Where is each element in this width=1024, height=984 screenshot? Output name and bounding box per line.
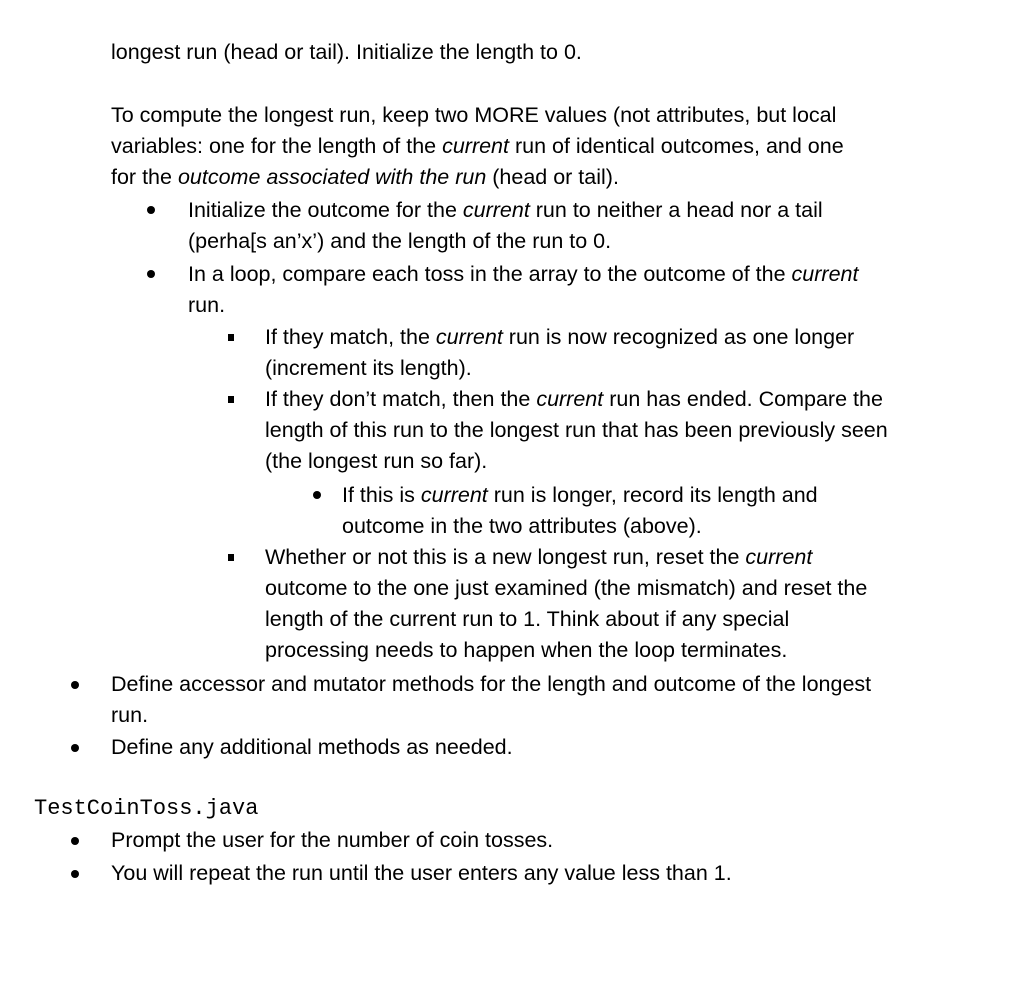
emphasis-text: current [442, 134, 509, 158]
sub-bullet-line-1 [265, 322, 854, 353]
text-run: run is now recognized as one longer [502, 325, 855, 349]
text-run: run is longer, record its length and [487, 483, 818, 507]
sub-bullet-line-2: outcome to the one just examined (the mismatch) and reset the [265, 576, 868, 600]
emphasis-text: current [791, 262, 859, 286]
paragraph-line-1: To compute the longest run, keep two MORE values (not attributes, but local [111, 103, 837, 127]
sub-bullet-line-3: length of the current run to 1. Think about if any special [265, 607, 790, 631]
emphasis-text: current [420, 483, 488, 507]
emphasis-text: current [745, 545, 813, 569]
text-run: for the [111, 165, 178, 189]
emphasis-text: current [536, 387, 604, 411]
text-run: If they match, the [265, 325, 436, 349]
bullet-item-line-2: (perha[s an’x’) and the length of the run to 0. [188, 229, 612, 253]
text-run: Whether or not this is a new longest run, reset the [265, 545, 746, 569]
bullet-dot-icon [71, 837, 79, 845]
bullet-item-line-2: run. [188, 293, 226, 317]
text-run: Initialize the outcome for the [188, 198, 463, 222]
sub-bullet-line-2: (increment its length). [265, 356, 472, 380]
outer-bullet-line-1: Define accessor and mutator methods for the length and outcome of the longest [111, 672, 872, 696]
text-run: variables: one for the length of the [111, 134, 443, 158]
text-run: run has ended. Compare the [603, 387, 883, 411]
bullet-dot-icon [313, 491, 321, 499]
paragraph-line-2 [111, 131, 844, 162]
test-bullet-line: You will repeat the run until the user enters any value less than 1. [111, 861, 732, 885]
emphasis-text: current [435, 325, 503, 349]
square-bullet-icon [228, 554, 234, 561]
sub-bullet-line-3: (the longest run so far). [265, 449, 488, 473]
sub-bullet-line-1 [265, 542, 812, 573]
text-run: run to neither a head nor a tail [529, 198, 823, 222]
test-bullet-line: Prompt the user for the number of coin tosses. [111, 828, 554, 852]
bullet-dot-icon [147, 206, 155, 214]
outer-bullet-line-2: run. [111, 703, 149, 727]
text-run: If this is [342, 483, 421, 507]
bullet-dot-icon [71, 681, 79, 689]
bullet-dot-icon [71, 744, 79, 752]
text-run: If they don’t match, then the [265, 387, 537, 411]
bullet-dot-icon [147, 270, 155, 278]
sub-bullet-line-1 [265, 384, 883, 415]
bullet-item-line-1 [188, 195, 823, 226]
bullet-item-line-1 [188, 259, 858, 290]
square-bullet-icon [228, 396, 234, 403]
emphasis-text: outcome associated with the run [177, 165, 487, 189]
emphasis-text: current [462, 198, 530, 222]
intro-line: longest run (head or tail). Initialize the length to 0. [111, 40, 582, 64]
file-heading: TestCoinToss.java [34, 796, 259, 821]
square-bullet-icon [228, 334, 234, 341]
text-run: In a loop, compare each toss in the array to the outcome of the [188, 262, 792, 286]
text-run: run of identical outcomes, and one [509, 134, 844, 158]
subsub-bullet-line-1 [342, 480, 818, 511]
subsub-bullet-line-2: outcome in the two attributes (above). [342, 514, 702, 538]
outer-bullet-line-1: Define any additional methods as needed. [111, 735, 513, 759]
sub-bullet-line-4: processing needs to happen when the loop terminates. [265, 638, 788, 662]
paragraph-line-3 [111, 162, 619, 193]
sub-bullet-line-2: length of this run to the longest run that has been previously seen [265, 418, 888, 442]
text-run: (head or tail). [486, 165, 619, 189]
bullet-dot-icon [71, 870, 79, 878]
